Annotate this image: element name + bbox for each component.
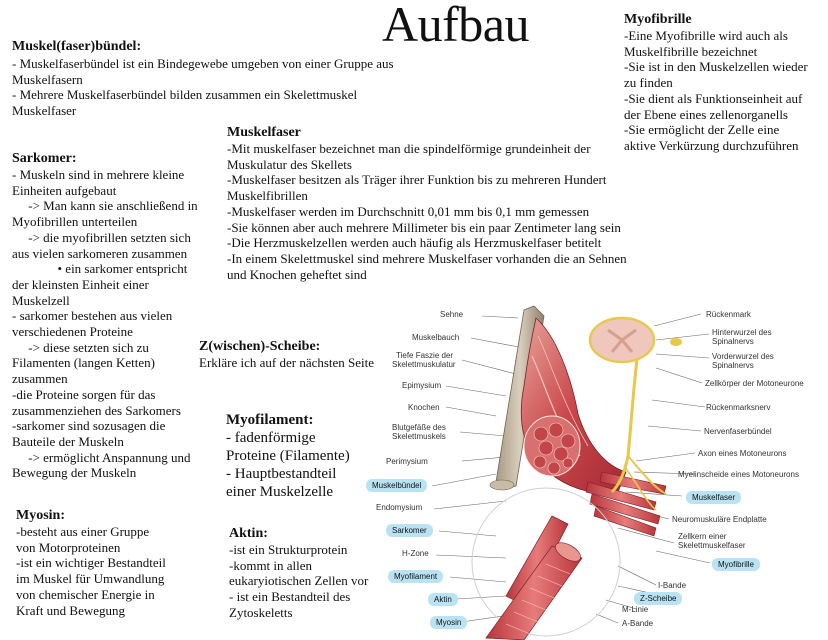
text-line: -In einem Skelettmuskel sind mehrere Muskelfaser vorhanden die an Sehnen bbox=[227, 250, 627, 266]
text-line: -sarkomer sind sozusagen die bbox=[12, 418, 166, 434]
text-line: - ist ein Bestandteil des bbox=[229, 589, 351, 605]
pill-myofilament: Myofilament bbox=[388, 570, 443, 583]
label-faszie-1: Tiefe Faszie der bbox=[396, 351, 454, 360]
pill-myosin: Myosin bbox=[430, 616, 467, 629]
text-line: • ein sarkomer entspricht bbox=[12, 261, 188, 277]
label-knochen: Knochen bbox=[408, 403, 440, 412]
text-line: -Sie ist in den Muskelzellen wieder bbox=[624, 59, 808, 75]
text-line: verschiedenen Proteine bbox=[12, 324, 133, 340]
label-nervenbuendel: Nervenfaserbündel bbox=[704, 427, 772, 436]
bone-end bbox=[490, 480, 514, 490]
text-line: zusammen bbox=[12, 371, 68, 387]
label-muskelbauch: Muskelbauch bbox=[412, 333, 460, 342]
text-line: - Muskeln sind in mehrere kleine bbox=[12, 167, 185, 182]
text-line: -Sie ermöglicht der Zelle eine bbox=[624, 122, 780, 138]
text-line: Bauteile der Muskeln bbox=[12, 433, 124, 449]
text-line: -Sie dient als Funktionseinheit auf bbox=[624, 90, 803, 106]
pill-myofibrille: Myofibrille bbox=[712, 558, 760, 571]
text-line: Zytoskeletts bbox=[229, 604, 293, 620]
section-heading: Z(wischen)-Scheibe: bbox=[199, 339, 321, 354]
muscle-anatomy-drawing bbox=[356, 296, 828, 640]
label-aband: A-Bande bbox=[622, 619, 654, 628]
text-line: - sarkomer bestehen aus vielen bbox=[12, 308, 173, 324]
text-line: -besteht aus einer Gruppe bbox=[16, 524, 150, 539]
text-line: zusammenziehen des Sarkomers bbox=[12, 402, 181, 418]
text-line: - Muskelfaserbündel ist ein Bindegewebe umgeben von einer Gruppe aus bbox=[12, 56, 394, 71]
text-line: einer Muskelzelle bbox=[226, 484, 334, 500]
section-muskelfaser bbox=[227, 124, 627, 282]
label-hzone: H-Zone bbox=[402, 549, 429, 558]
label-axon: Axon eines Motoneurons bbox=[698, 449, 787, 458]
label-endomysium: Endomysium bbox=[376, 503, 423, 512]
label-vorder-2: Spinalnervs bbox=[712, 361, 754, 370]
section-myosin bbox=[16, 507, 166, 618]
text-line: Muskelzell bbox=[12, 292, 70, 308]
label-rueckennerv: Rückenmarksnerv bbox=[706, 403, 771, 412]
section-heading: Muskel(faser)bündel: bbox=[12, 39, 142, 54]
text-line: im Muskel für Umwandlung bbox=[16, 571, 165, 587]
section-aktin bbox=[229, 525, 368, 621]
text-line: von chemischer Energie in bbox=[16, 586, 155, 602]
label-faszie-2: Skelettmuskulatur bbox=[392, 360, 456, 369]
label-epimysium: Epimysium bbox=[402, 381, 442, 390]
text-line: zu finden bbox=[624, 75, 673, 91]
text-line: -ist ein Strukturprotein bbox=[229, 542, 348, 557]
label-rueckenmark: Rückenmark bbox=[706, 310, 751, 319]
text-line: eukaryiotischen Zellen vor bbox=[229, 573, 369, 589]
text-line: von Motorproteinen bbox=[16, 539, 121, 555]
text-line: -Eine Myofibrille wird auch als bbox=[624, 28, 788, 43]
pill-muskelbuendel: Muskelbündel bbox=[366, 479, 427, 492]
text-line: aus vielen sarkomeren zusammen bbox=[12, 245, 188, 261]
text-line: -> die myofibrillen setzten sich bbox=[12, 229, 191, 245]
section-heading: Myofilament: bbox=[226, 412, 314, 428]
text-line: Proteine (Filamente) bbox=[226, 448, 350, 464]
text-line: Bewegung der Muskeln bbox=[12, 465, 137, 481]
text-line: -> diese setzten sich zu bbox=[12, 339, 149, 355]
label-blut-1: Blutgefäße des bbox=[392, 423, 446, 432]
pill-sarkomer: Sarkomer bbox=[386, 524, 433, 537]
text-line: -kommt in allen bbox=[229, 557, 313, 573]
label-perimysium: Perimysium bbox=[386, 457, 428, 466]
text-line: Filamenten (langen Ketten) bbox=[12, 355, 155, 371]
text-line: -> Man kann sie anschließend in bbox=[12, 198, 198, 214]
text-line: Myofibrillen unterteilen bbox=[12, 214, 138, 230]
section-heading: Aktin: bbox=[229, 526, 268, 541]
label-mlinie: M-Linie bbox=[622, 605, 649, 614]
label-blut-2: Skelettmuskels bbox=[392, 432, 446, 441]
text-line: Einheiten aufgebaut bbox=[12, 182, 117, 198]
text-line: Muskelfibrillen bbox=[227, 188, 308, 204]
label-hinter-2: Spinalnervs bbox=[712, 337, 754, 346]
pill-muskelfaser: Muskelfaser bbox=[686, 491, 741, 504]
text-line: -Mit muskelfaser bezeichnet man die spindelförmige grundeinheit der bbox=[227, 141, 591, 156]
label-myelin: Myelinscheide eines Motoneurons bbox=[678, 470, 799, 479]
text-line: - fadenförmige bbox=[226, 430, 316, 446]
text-line: Muskelfaser bbox=[12, 103, 77, 119]
label-vorder-1: Vorderwurzel des bbox=[712, 352, 774, 361]
section-heading: Myofibrille bbox=[624, 12, 692, 27]
section-heading: Sarkomer: bbox=[12, 151, 77, 166]
pill-aktin: Aktin bbox=[428, 593, 458, 606]
label-iband: I-Bande bbox=[658, 581, 687, 590]
section-zscheibe bbox=[199, 338, 374, 371]
text-line: -Die Herzmuskelzellen werden auch häufig als Herzmuskelfaser betitelt bbox=[227, 235, 602, 251]
text-line: der Ebene eines zellenorganells bbox=[624, 106, 788, 122]
label-hinter-1: Hinterwurzel des bbox=[712, 328, 772, 337]
section-muskelfaserbuendel bbox=[12, 38, 394, 119]
text-line: Erkläre ich auf der nächsten Seite bbox=[199, 355, 375, 370]
muscle-anatomy-illustration bbox=[356, 296, 828, 640]
label-zellkoerper: Zellkörper der Motoneurone bbox=[705, 379, 804, 388]
section-sarkomer bbox=[12, 150, 198, 481]
text-line: -Muskelfaser werden im Durchschnitt 0,01 mm bis 0,1 mm gemessen bbox=[227, 203, 590, 219]
page-title: Aufbau bbox=[382, 0, 529, 52]
text-line: -> ermöglicht Anspannung und bbox=[12, 449, 191, 465]
label-sehne: Sehne bbox=[440, 310, 464, 319]
label-endplatte: Neuromuskuläre Endplatte bbox=[672, 515, 767, 524]
pill-zscheibe: Z-Scheibe bbox=[634, 592, 682, 605]
text-line: - Hauptbestandteil bbox=[226, 466, 337, 482]
section-myofilament bbox=[226, 412, 350, 501]
text-line: - Mehrere Muskelfaserbündel bilden zusammen ein Skelettmuskel bbox=[12, 87, 358, 103]
text-line: Muskulatur des Skellets bbox=[227, 156, 352, 172]
label-zellkern-1: Zellkern einer bbox=[678, 532, 727, 541]
text-line: -ist ein wichtiger Bestandteil bbox=[16, 555, 166, 571]
text-line: Kraft und Bewegung bbox=[16, 602, 126, 618]
text-line: Muskelfasern bbox=[12, 71, 83, 87]
text-line: Muskelfibrille bezeichnet bbox=[624, 43, 758, 59]
text-line: -Muskelfaser besitzen als Träger ihrer Funktion bis zu mehreren Hundert bbox=[227, 172, 607, 188]
text-line: -die Proteine sorgen für das bbox=[12, 386, 156, 402]
section-heading: Muskelfaser bbox=[227, 125, 301, 140]
text-line: aktive Verkürzung durchzuführen bbox=[624, 137, 799, 153]
label-zellkern-2: Skelettmuskelfaser bbox=[678, 541, 746, 550]
text-line: und Knochen geheftet sind bbox=[227, 266, 367, 282]
section-heading: Myosin: bbox=[16, 508, 65, 523]
text-line: der kleinsten Einheit einer bbox=[12, 276, 149, 292]
section-myofibrille bbox=[624, 11, 808, 154]
spinal-ganglion bbox=[670, 338, 682, 346]
text-line: -Sie können aber auch mehrere Millimeter bis ein paar Zentimeter lang sein bbox=[227, 219, 621, 235]
